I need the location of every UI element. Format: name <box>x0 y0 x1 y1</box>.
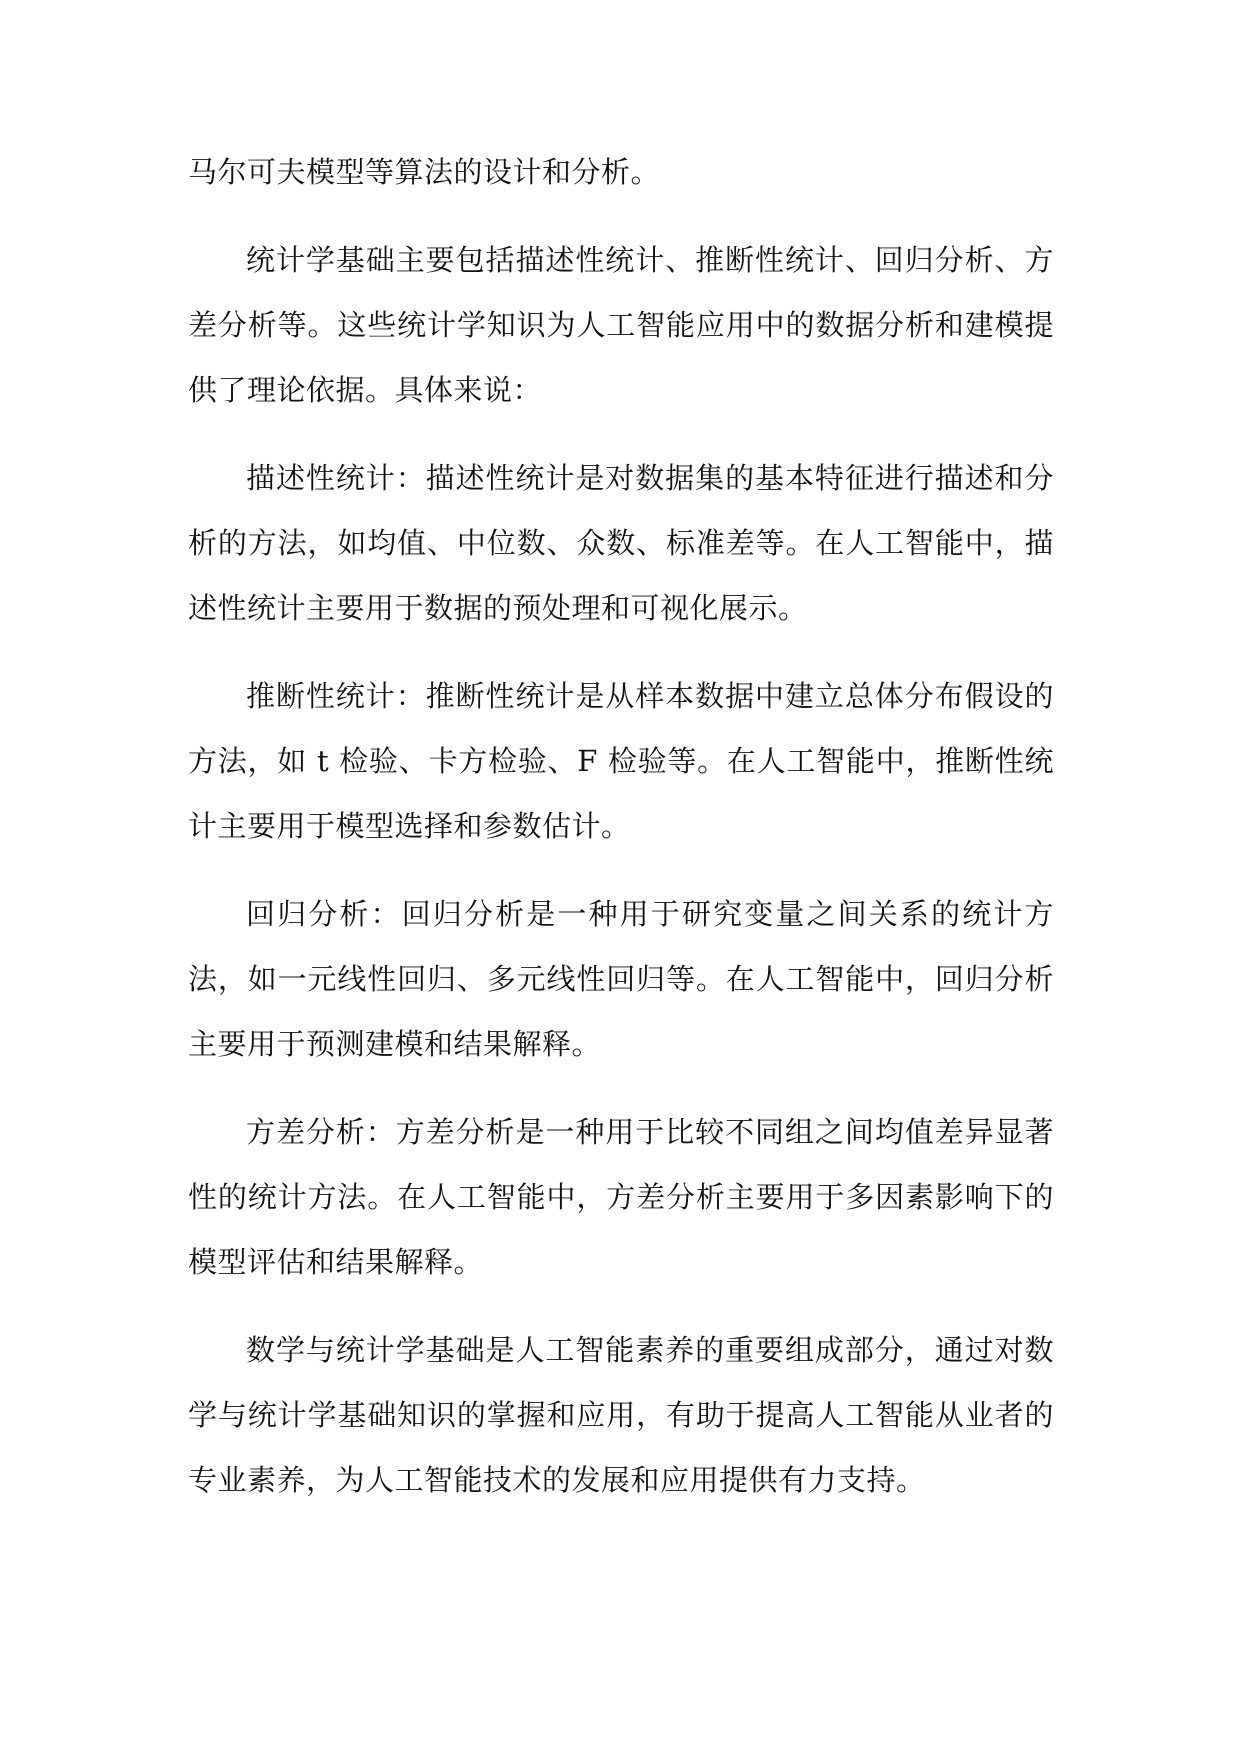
document-body <box>188 140 1054 1536</box>
paragraph-variance-analysis: 方差分析：方差分析是一种用于比较不同组之间均值差异显著性的统计方法。在人工智能中，方差分析主要用于多因素影响下的模型评估和结果解释。 <box>188 1115 1054 1279</box>
paragraph-conclusion: 数学与统计学基础是人工智能素养的重要组成部分，通过对数学与统计学基础知识的掌握和应用，有助于提高人工智能从业者的专业素养，为人工智能技术的发展和应用提供有力支持。 <box>188 1333 1054 1497</box>
paragraph-continuation: 马尔可夫模型等算法的设计和分析。 <box>188 155 661 189</box>
paragraph-descriptive-statistics: 描述性统计：描述性统计是对数据集的基本特征进行描述和分析的方法，如均值、中位数、众数、标准差等。在人工智能中，描述性统计主要用于数据的预处理和可视化展示。 <box>188 461 1054 625</box>
paragraph-statistics-intro: 统计学基础主要包括描述性统计、推断性统计、回归分析、方差分析等。这些统计学知识为人工智能应用中的数据分析和建模提供了理论依据。具体来说： <box>188 243 1054 407</box>
paragraph-regression-analysis: 回归分析：回归分析是一种用于研究变量之间关系的统计方法，如一元线性回归、多元线性回归等。在人工智能中，回归分析主要用于预测建模和结果解释。 <box>188 897 1054 1061</box>
paragraph-inferential-statistics: 推断性统计：推断性统计是从样本数据中建立总体分布假设的方法，如 t 检验、卡方检验、F 检验等。在人工智能中，推断性统计主要用于模型选择和参数估计。 <box>188 679 1054 843</box>
